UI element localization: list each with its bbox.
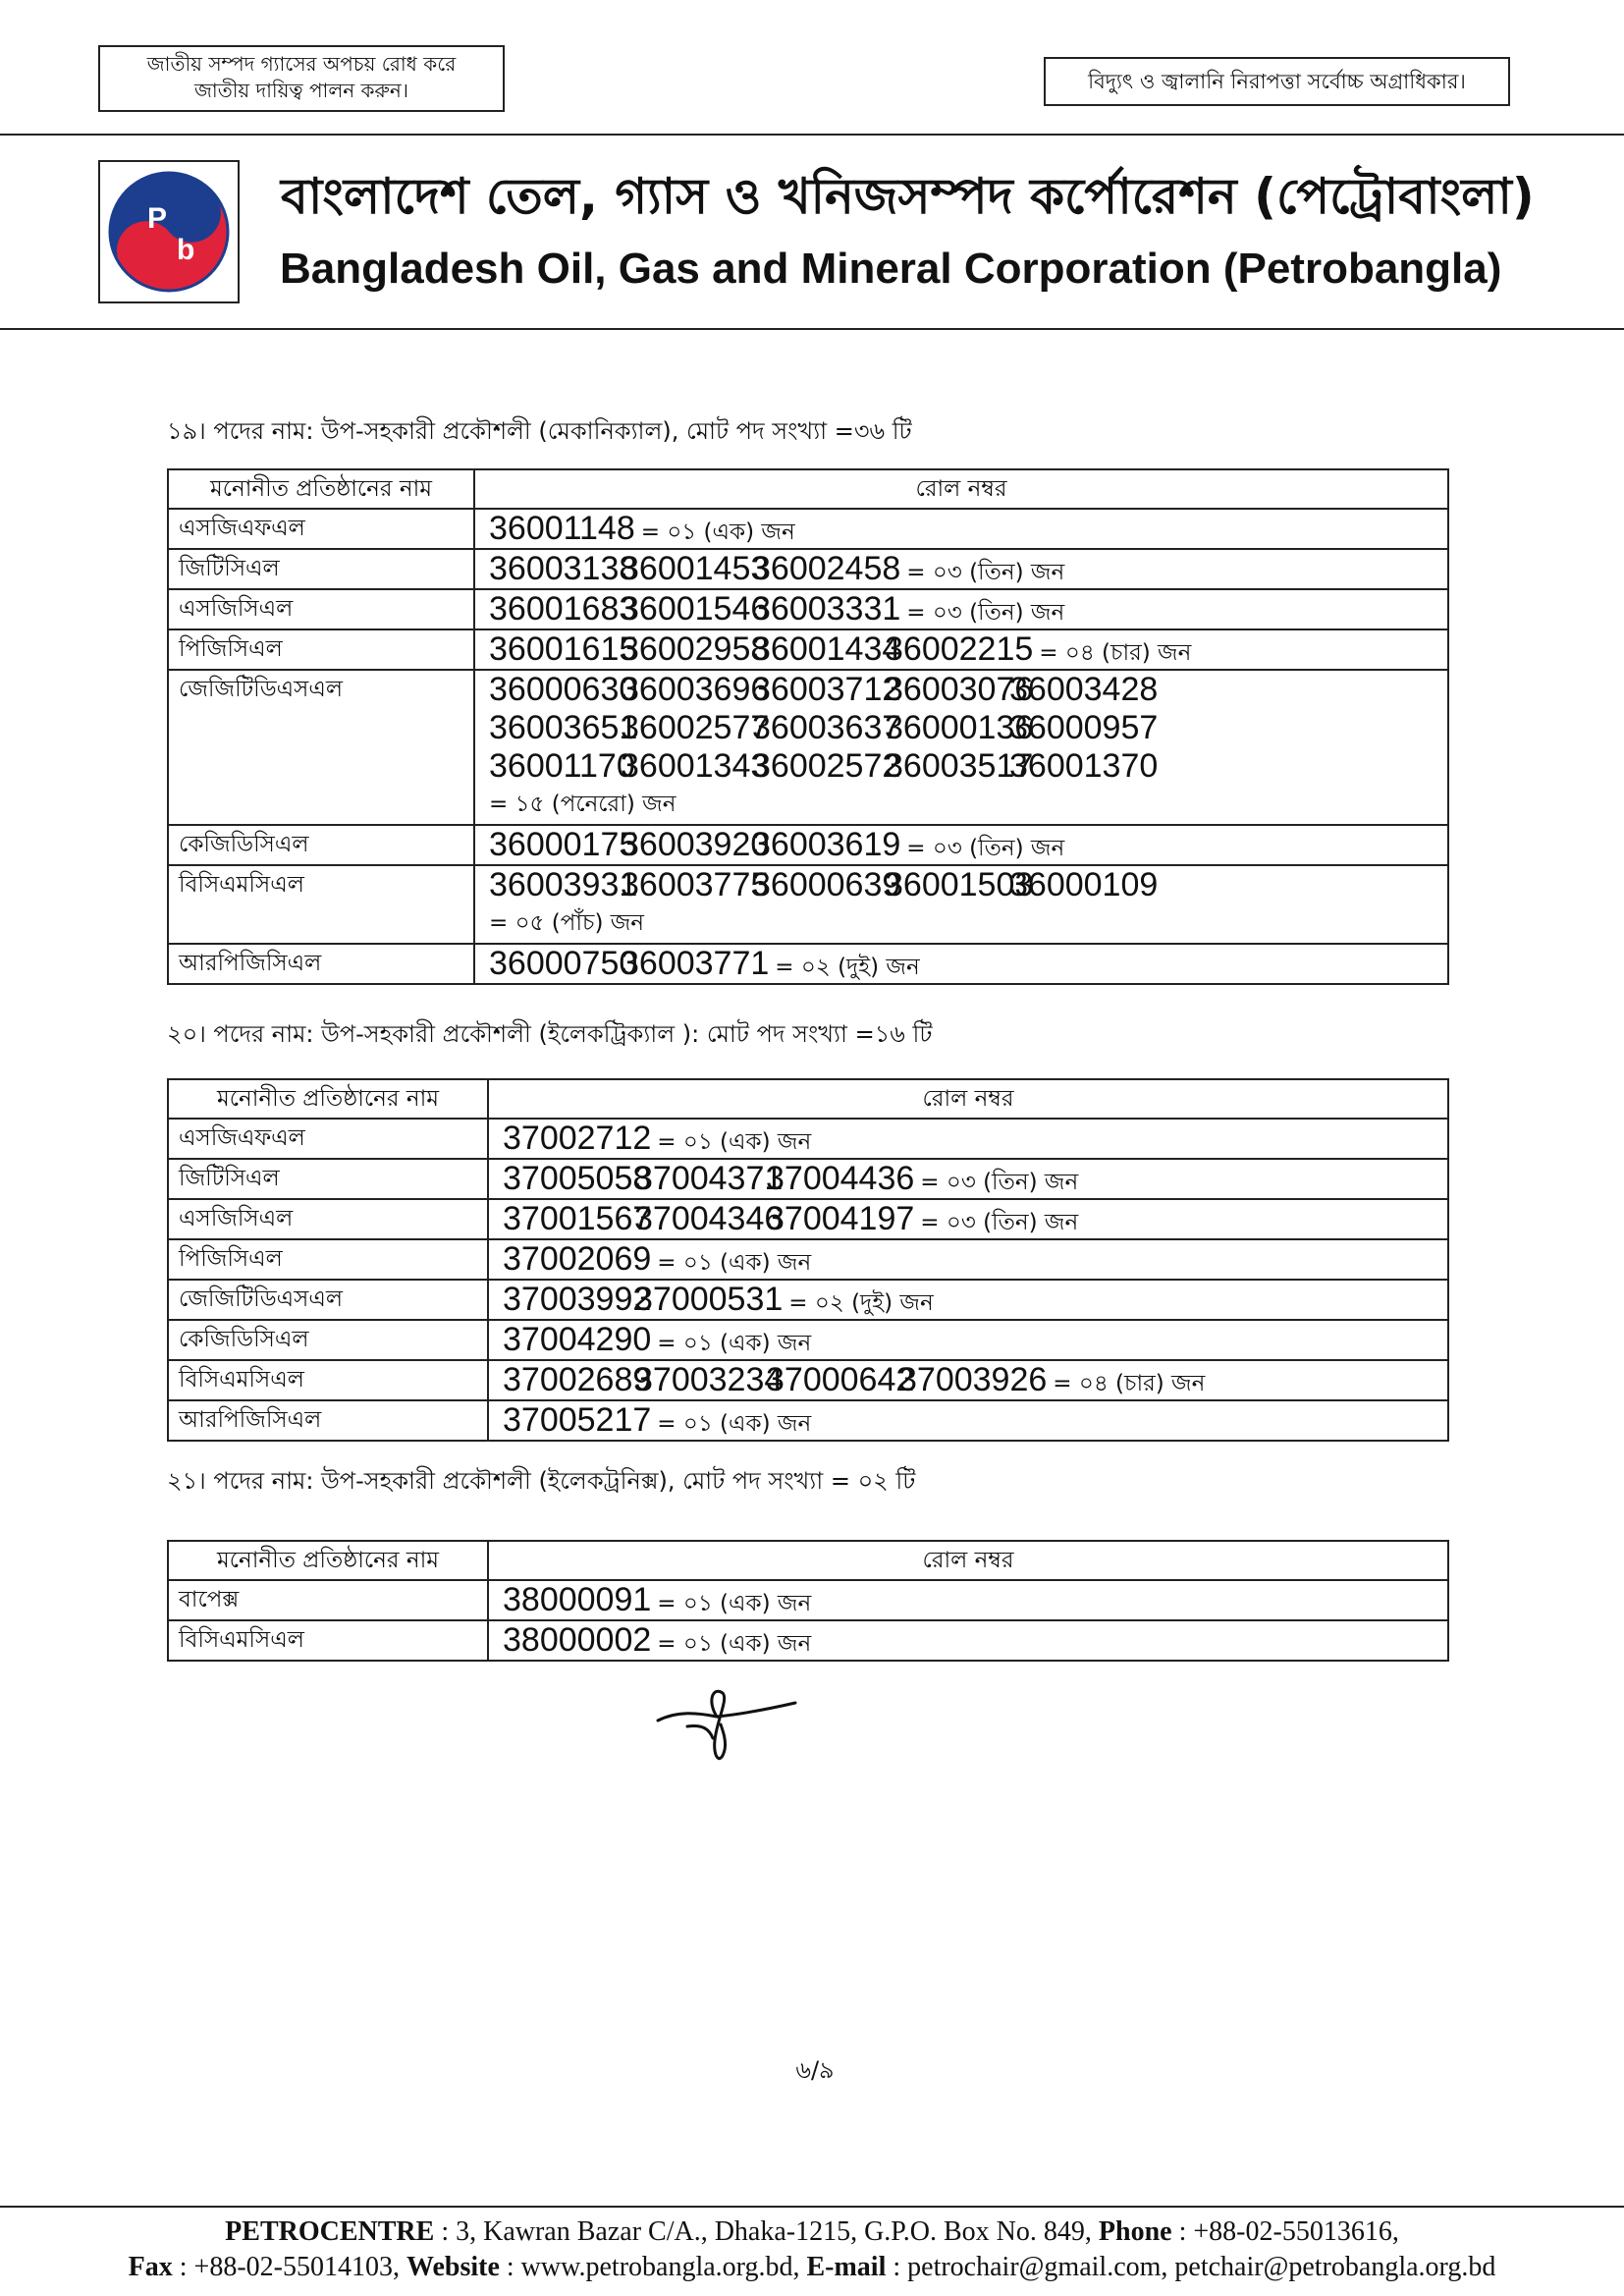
slogan-left-line1: জাতীয় সম্পদ গ্যাসের অপচয় রোধ করে (146, 52, 457, 76)
table-row (168, 1360, 1448, 1400)
roll-number: 36002458 (752, 550, 901, 587)
roll-numbers-cell (488, 1620, 1448, 1661)
roll-number: 37002069 (503, 1240, 652, 1278)
roll-number: 37005217 (503, 1401, 652, 1439)
roll-number: 36003076 (885, 671, 1034, 708)
table-row (168, 1400, 1448, 1441)
roll-number: 36003619 (752, 826, 901, 863)
roll-column-header: রোল নম্বর (488, 1541, 1448, 1580)
footer-rule (0, 2206, 1624, 2208)
roll-line (489, 510, 1437, 548)
table-row (168, 1320, 1448, 1360)
tally-text: = ০১ (এক) জন (640, 519, 795, 545)
roll-number: 37005058 (503, 1160, 652, 1197)
org-name-cell: জিটিসিএল (168, 1159, 488, 1199)
roll-line (503, 1200, 1437, 1238)
tally-text: = ০৩ (তিন) জন (920, 1170, 1079, 1195)
roll-number: 36001370 (1009, 747, 1159, 785)
roll-number: 37002712 (503, 1120, 652, 1157)
roll-line (503, 1401, 1437, 1440)
roll-number: 36000750 (489, 945, 638, 982)
footer-fax: : +88-02-55014103, (172, 2252, 406, 2282)
roll-number: 36003138 (489, 550, 638, 587)
table-row (168, 629, 1448, 670)
org-name-cell: পিজিসিএল (168, 629, 474, 670)
org-name-cell: আরপিজিসিএল (168, 944, 474, 984)
roll-number: 36003637 (752, 709, 901, 746)
roll-number: 36001170 (489, 747, 635, 785)
roll-number: 36002215 (885, 630, 1034, 668)
roll-number: 36001148 (489, 510, 635, 547)
roll-numbers-cell (488, 1239, 1448, 1280)
roll-line (489, 671, 1437, 709)
org-name-cell: বাপেক্স (168, 1580, 488, 1620)
footer-email: : petrochair@gmail.com, petchair@petrobangla.org.bd (886, 2252, 1496, 2282)
tally-text: = ০২ (দুই) জন (788, 1290, 934, 1316)
roll-number: 36001343 (621, 747, 770, 785)
roll-number: 37000531 (634, 1281, 784, 1318)
table-row (168, 1239, 1448, 1280)
tally-text: = ০১ (এক) জন (657, 1411, 812, 1437)
logo-letter-b: b (177, 234, 195, 266)
tally-text: = ১৫ (পনেরো) জন (489, 792, 677, 817)
roll-number: 36003712 (752, 671, 901, 708)
roll-numbers-cell (474, 629, 1448, 670)
roll-number: 36000639 (752, 866, 901, 903)
tally-text: = ০৩ (তিন) জন (920, 1210, 1079, 1235)
roll-line (489, 945, 1437, 983)
org-name-cell: এসজিসিএল (168, 589, 474, 629)
roll-numbers-cell (488, 1199, 1448, 1239)
footer-org-label: PETROCENTRE (225, 2216, 435, 2247)
footer-website: : www.petrobangla.org.bd, (499, 2252, 807, 2282)
org-title-bangla: বাংলাদেশ তেল, গ্যাস ও খনিজসম্পদ কর্পোরেশন (পেট্রোবাংলা) (281, 168, 1535, 225)
table-row (168, 1280, 1448, 1320)
roll-column-header: রোল নম্বর (488, 1079, 1448, 1119)
roll-number: 36003331 (752, 590, 901, 628)
table-row (168, 944, 1448, 984)
tally-text: = ০১ (এক) জন (657, 1250, 812, 1276)
table-row (168, 1580, 1448, 1620)
roll-number: 37003992 (503, 1281, 652, 1318)
table-row (168, 670, 1448, 825)
roll-line (489, 630, 1437, 669)
roll-number: 37003234 (634, 1361, 784, 1398)
footer-contact (0, 2214, 1624, 2285)
tally-text: = ০১ (এক) জন (657, 1631, 812, 1657)
footer-fax-label: Fax (128, 2252, 173, 2282)
slogan-box-right (1044, 57, 1510, 106)
org-name-cell: জেজিটিডিএসএল (168, 670, 474, 825)
tally-text: = ০৩ (তিন) জন (906, 836, 1065, 861)
roll-number: 36000175 (489, 826, 638, 863)
roll-numbers-cell (474, 549, 1448, 589)
table-row (168, 1159, 1448, 1199)
tally-text: = ০১ (এক) জন (657, 1591, 812, 1616)
roll-number: 37004346 (634, 1200, 784, 1237)
tally-text: = ০২ (দুই) জন (775, 955, 920, 980)
footer-line-1 (0, 2214, 1624, 2250)
footer-phone: : +88-02-55013616, (1171, 2216, 1399, 2247)
roll-line (489, 550, 1437, 588)
section-21-title: ২১। পদের নাম: উপ-সহকারী প্রকৌশলী (ইলেকট্রনিক্স), মোট পদ সংখ্যা = ০২ টি (167, 1467, 916, 1495)
roll-line (503, 1361, 1437, 1399)
roll-number: 36003696 (621, 671, 770, 708)
roll-number: 37004197 (766, 1200, 915, 1237)
roll-numbers-cell (474, 825, 1448, 865)
org-column-header: মনোনীত প্রতিষ্ঠানের নাম (168, 1079, 488, 1119)
roll-numbers-cell (488, 1119, 1448, 1159)
header-bottom-rule (0, 328, 1624, 330)
roll-number: 37003926 (898, 1361, 1048, 1398)
roll-numbers-cell (474, 589, 1448, 629)
tally-text: = ০৩ (তিন) জন (906, 560, 1065, 585)
slogan-right-text: বিদ্যুৎ ও জ্বালানি নিরাপত্তা সর্বোচ্চ অগ্রাধিকার। (1088, 70, 1466, 93)
roll-line (503, 1281, 1437, 1319)
roll-number: 36001434 (752, 630, 901, 668)
footer-address: : 3, Kawran Bazar C/A., Dhaka-1215, G.P.O. Box No. 849, (434, 2216, 1099, 2247)
table-header-row (168, 1079, 1448, 1119)
org-name-cell: এসজিসিএল (168, 1199, 488, 1239)
roll-numbers-cell (474, 865, 1448, 944)
slogan-left-line2: জাতীয় দায়িত্ব পালন করুন। (194, 79, 408, 102)
roll-number: 36003651 (489, 709, 638, 746)
slogan-box-left (98, 45, 505, 112)
org-name-cell: এসজিএফএল (168, 1119, 488, 1159)
roll-line (503, 1160, 1437, 1198)
roll-numbers-cell (488, 1360, 1448, 1400)
tally-text: = ০১ (এক) জন (657, 1129, 812, 1155)
table-row (168, 865, 1448, 944)
roll-number: 36000630 (489, 671, 638, 708)
roll-number: 36001546 (621, 590, 770, 628)
table-row (168, 1620, 1448, 1661)
roll-line (503, 1621, 1437, 1660)
roll-number: 37004290 (503, 1321, 652, 1358)
roll-number: 37004436 (766, 1160, 915, 1197)
roll-number: 37001567 (503, 1200, 652, 1237)
footer-phone-label: Phone (1098, 2216, 1172, 2247)
roll-number: 36003920 (621, 826, 770, 863)
roll-number: 36002572 (752, 747, 901, 785)
section-20-table (167, 1078, 1449, 1442)
org-name-cell: বিসিএমসিএল (168, 865, 474, 944)
signature-image (648, 1681, 805, 1770)
roll-numbers-cell (488, 1159, 1448, 1199)
footer-website-label: Website (406, 2252, 500, 2282)
section-19-title: ১৯। পদের নাম: উপ-সহকারী প্রকৌশলী (মেকানিক্যাল), মোট পদ সংখ্যা =৩৬ টি (167, 417, 912, 445)
org-column-header: মনোনীত প্রতিষ্ঠানের নাম (168, 469, 474, 509)
org-column-header: মনোনীত প্রতিষ্ঠানের নাম (168, 1541, 488, 1580)
logo-icon (108, 171, 230, 293)
roll-line (503, 1240, 1437, 1279)
table-row (168, 509, 1448, 549)
tally-text: = ০৫ (পাঁচ) জন (489, 910, 645, 936)
roll-line (489, 709, 1437, 747)
roll-number: 36001615 (489, 630, 638, 668)
roll-number: 37000642 (766, 1361, 915, 1398)
roll-number: 37004371 (634, 1160, 784, 1197)
roll-number: 36000109 (1009, 866, 1159, 903)
tally-text: = ০১ (এক) জন (657, 1331, 812, 1356)
footer-email-label: E-mail (806, 2252, 887, 2282)
roll-numbers-cell (488, 1580, 1448, 1620)
roll-number: 36000136 (885, 709, 1034, 746)
roll-number: 36003931 (489, 866, 638, 903)
tally-text: = ০৩ (তিন) জন (906, 600, 1065, 626)
header-top-rule (0, 134, 1624, 136)
roll-number: 36001453 (621, 550, 770, 587)
org-name-cell: বিসিএমসিএল (168, 1360, 488, 1400)
page-number: ৬/৯ (795, 2056, 835, 2084)
roll-line (503, 1581, 1437, 1619)
roll-numbers-cell (474, 944, 1448, 984)
footer-line-2 (0, 2250, 1624, 2285)
section-21-table (167, 1540, 1449, 1662)
roll-number: 37002689 (503, 1361, 652, 1398)
section-20-title: ২০। পদের নাম: উপ-সহকারী প্রকৌশলী (ইলেকট্রিক্যাল ): মোট পদ সংখ্যা =১৬ টি (167, 1020, 933, 1048)
roll-line (489, 866, 1437, 904)
org-name-cell: জেজিটিডিএসএল (168, 1280, 488, 1320)
org-name-cell: পিজিসিএল (168, 1239, 488, 1280)
roll-number: 36003771 (621, 945, 770, 982)
tally-text: = ০৪ (চার) জন (1039, 640, 1192, 666)
roll-number: 38000002 (503, 1621, 652, 1659)
roll-number: 38000091 (503, 1581, 652, 1618)
roll-number: 36001503 (885, 866, 1034, 903)
roll-numbers-cell (488, 1320, 1448, 1360)
roll-number: 36003517 (885, 747, 1034, 785)
table-row (168, 825, 1448, 865)
roll-number: 36000957 (1009, 709, 1159, 746)
org-name-cell: এসজিএফএল (168, 509, 474, 549)
roll-number: 36002958 (621, 630, 770, 668)
roll-numbers-cell (488, 1280, 1448, 1320)
table-row (168, 589, 1448, 629)
roll-number: 36001683 (489, 590, 638, 628)
tally-text: = ০৪ (চার) জন (1053, 1371, 1206, 1396)
org-name-cell: আরপিজিসিএল (168, 1400, 488, 1441)
roll-numbers-cell (474, 509, 1448, 549)
table-row (168, 549, 1448, 589)
table-row (168, 1199, 1448, 1239)
roll-line (489, 590, 1437, 629)
roll-line (489, 826, 1437, 864)
roll-number: 36003428 (1009, 671, 1159, 708)
roll-number: 36003775 (621, 866, 770, 903)
table-row (168, 1119, 1448, 1159)
org-name-cell: কেজিডিসিএল (168, 1320, 488, 1360)
section-19-table (167, 468, 1449, 985)
roll-line (503, 1321, 1437, 1359)
roll-numbers-cell (488, 1400, 1448, 1441)
roll-line (489, 747, 1437, 786)
org-name-cell: কেজিডিসিএল (168, 825, 474, 865)
table-header-row (168, 1541, 1448, 1580)
logo-letter-p: P (147, 202, 168, 235)
org-name-cell: বিসিএমসিএল (168, 1620, 488, 1661)
roll-column-header: রোল নম্বর (474, 469, 1448, 509)
table-header-row (168, 469, 1448, 509)
petrobangla-logo (98, 160, 240, 303)
roll-line (503, 1120, 1437, 1158)
roll-number: 36002577 (621, 709, 770, 746)
org-name-cell: জিটিসিএল (168, 549, 474, 589)
org-title-english: Bangladesh Oil, Gas and Mineral Corporation (Petrobangla) (280, 245, 1502, 293)
roll-numbers-cell (474, 670, 1448, 825)
